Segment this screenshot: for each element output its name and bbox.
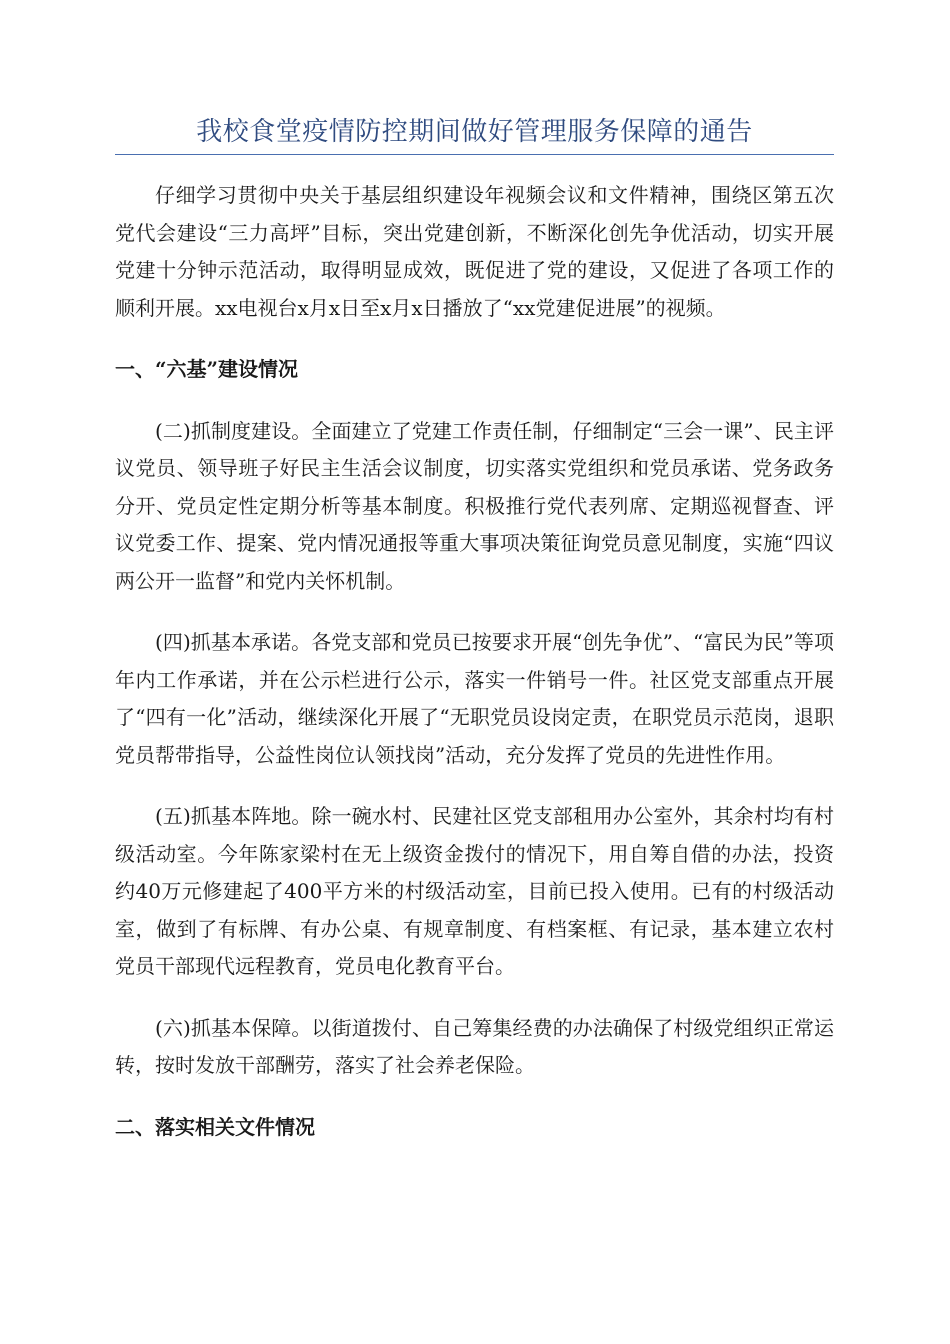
section1-paragraph-1: (二)抓制度建设。全面建立了党建工作责任制，仔细制定“三会一课”、民主评议党员、领导班子好民主生活会议制度，切实落实党组织和党员承诺、党务政务分开、党员定性定期分析等基本制度。积极推行党代表列席、定期巡视督查、评议党委工作、提案、党内情况通报等重大事项决策征询党员意见制度，实施“四议两公开一监督”和党内关怀机制。 xyxy=(115,418,834,593)
section1-paragraph-3: (五)抓基本阵地。除一碗水村、民建社区党支部租用办公室外，其余村均有村级活动室。今年陈家梁村在无上级资金拨付的情况下，用自筹自借的办法，投资约40万元修建起了400平方米的村级活动室，目前已投入使用。已有的村级活动室，做到了有标牌、有办公桌、有规章制度、有档案框、有记录，基本建立农村党员干部现代远程教育，党员电化教育平台。 xyxy=(115,804,834,978)
spacer xyxy=(115,600,834,624)
section-heading-1: 一、“六基”建设情况 xyxy=(115,357,299,381)
section-heading-2: 二、落实相关文件情况 xyxy=(115,1114,315,1139)
spacer xyxy=(115,327,834,351)
intro-paragraph: 仔细学习贯彻中央关于基层组织建设年视频会议和文件精神，围绕区第五次党代会建设“三力高坪”目标，突出党建创新，不断深化创先争优活动，切实开展党建十分钟示范活动，取得明显成效，既促进了党的建设，又促进了各项工作的顺利开展。xx电视台x月x日至x月x日播放了“xx党建促进展”的视频。 xyxy=(115,183,834,320)
section1-paragraph-2: (四)抓基本承诺。各党支部和党员已按要求开展“创先争优”、“富民为民”等项年内工作承诺，并在公示栏进行公示，落实一件销号一件。社区党支部重点开展了“四有一化”活动，继续深化开展了“无职党员设岗定责，在职党员示范岗，退职党员帮带指导，公益性岗位认领找岗”活动，充分发挥了党员的先进性作用。 xyxy=(115,630,834,767)
title-underline xyxy=(115,154,834,155)
spacer xyxy=(115,774,834,798)
document-title: 我校食堂疫情防控期间做好管理服务保障的通告 xyxy=(196,117,753,147)
document-body xyxy=(115,177,834,1146)
spacer xyxy=(115,1085,834,1109)
spacer xyxy=(115,986,834,1010)
section1-paragraph-4: (六)抓基本保障。以街道拨付、自己筹集经费的办法确保了村级党组织正常运转，按时发放干部酬劳，落实了社会养老保险。 xyxy=(115,1015,834,1077)
spacer xyxy=(115,389,834,413)
